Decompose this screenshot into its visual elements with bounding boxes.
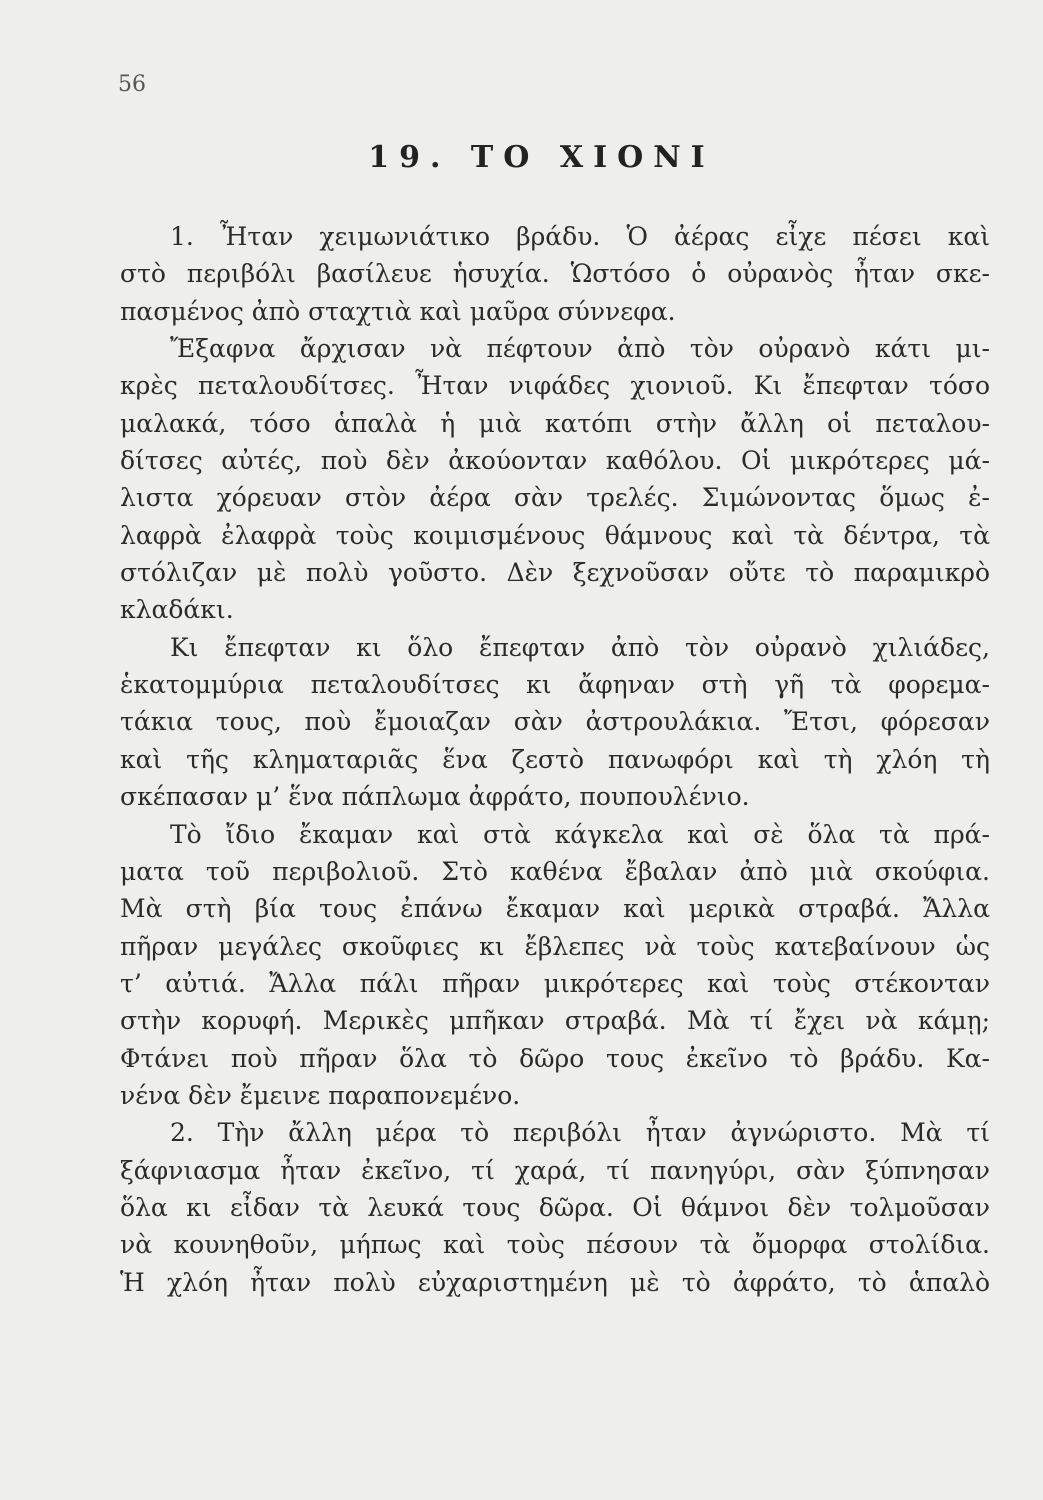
text-line: Ἡ χλόη ἦταν πολὺ εὐχαριστημένη μὲ τὸ ἀφράτο, τὸ ἁπαλὸ — [120, 1267, 990, 1297]
chapter-title: 19. ΤΟ ΧΙΟΝΙ — [368, 140, 715, 175]
body-text — [120, 218, 990, 1301]
text-line: ὅλα κι εἶδαν τὰ λευκά τους δῶρα. Οἱ θάμνοι δὲν τολμοῦσαν — [120, 1192, 990, 1222]
text-line: λαφρὰ ἐλαφρὰ τοὺς κοιμισμένους θάμνους καὶ τὰ δέντρα, τὰ — [120, 520, 990, 550]
text-line: Φτάνει ποὺ πῆραν ὅλα τὸ δῶρο τους ἐκεῖνο τὸ βράδυ. Κα- — [120, 1043, 990, 1073]
text-line: Τὸ ἴδιο ἔκαμαν καὶ στὰ κάγκελα καὶ σὲ ὅλα τὰ πρά- — [170, 819, 990, 849]
text-line: ἑκατομμύρια πεταλουδίτσες κι ἄφηναν στὴ γῆ τὰ φορεμα- — [120, 670, 990, 700]
text-line: νὰ κουνηθοῦν, μήπως καὶ τοὺς πέσουν τὰ ὄμορφα στολίδια. — [120, 1230, 990, 1260]
text-line: κρὲς πεταλουδίτσες. Ἦταν νιφάδες χιονιοῦ. Κι ἔπεφταν τόσο — [120, 371, 990, 401]
text-line: στόλιζαν μὲ πολὺ γοῦστο. Δὲν ξεχνοῦσαν οὔτε τὸ παραμικρὸ — [120, 558, 990, 588]
text-line: ξάφνιασμα ἦταν ἐκεῖνο, τί χαρά, τί πανηγύρι, σὰν ξύπνησαν — [120, 1155, 990, 1185]
text-line: δίτσες αὐτές, ποὺ δὲν ἀκούονταν καθόλου. Οἱ μικρότερες μά- — [120, 446, 990, 476]
text-line: πασμένος ἀπὸ σταχτιὰ καὶ μαῦρα σύννεφα. — [120, 296, 676, 326]
text-line: 1. Ἦταν χειμωνιάτικο βράδυ. Ὁ ἀέρας εἶχε πέσει καὶ — [170, 222, 990, 251]
text-line: λιστα χόρευαν στὸν ἀέρα σὰν τρελές. Σιμώνοντας ὅμως ἐ- — [120, 483, 990, 513]
text-line: Ἔξαφνα ἄρχισαν νὰ πέφτουν ἀπὸ τὸν οὐρανὸ κάτι μι- — [170, 334, 990, 364]
text-line: τ’ αὐτιά. Ἄλλα πάλι πῆραν μικρότερες καὶ τοὺς στέκονταν — [120, 968, 990, 998]
text-line: πῆραν μεγάλες σκοῦφιες κι ἔβλεπες νὰ τοὺς κατεβαίνουν ὡς — [120, 931, 990, 961]
text-line: Κι ἔπεφταν κι ὅλο ἔπεφταν ἀπὸ τὸν οὐρανὸ χιλιάδες, — [170, 632, 990, 662]
text-line: κλαδάκι. — [120, 595, 234, 625]
text-line: στὴν κορυφή. Μερικὲς μπῆκαν στραβά. Μὰ τί ἔχει νὰ κάμῃ; — [120, 1006, 990, 1036]
page-number: 56 — [118, 72, 146, 97]
text-line: μαλακά, τόσο ἁπαλὰ ἡ μιὰ κατόπι στὴν ἄλλη οἱ πεταλου- — [120, 408, 990, 438]
text-line: καὶ τῆς κληματαριᾶς ἕνα ζεστὸ πανωφόρι καὶ τὴ χλόη τὴ — [120, 744, 990, 774]
text-line: 2. Τὴν ἄλλη μέρα τὸ περιβόλι ἦταν ἀγνώριστο. Μὰ τί — [170, 1118, 990, 1148]
text-line: ματα τοῦ περιβολιοῦ. Στὸ καθένα ἔβαλαν ἀπὸ μιὰ σκούφια. — [120, 856, 990, 886]
text-line: νένα δὲν ἔμεινε παραπονεμένο. — [120, 1080, 521, 1110]
text-line: σκέπασαν μ’ ἕνα πάπλωμα ἀφράτο, πουπουλένιο. — [120, 782, 750, 812]
text-line: Μὰ στὴ βία τους ἐπάνω ἔκαμαν καὶ μερικὰ στραβά. Ἄλλα — [120, 894, 990, 924]
text-line: τάκια τους, ποὺ ἔμοιαζαν σὰν ἀστρουλάκια. Ἔτσι, φόρεσαν — [120, 707, 990, 737]
text-line: στὸ περιβόλι βασίλευε ἡσυχία. Ὡστόσο ὁ οὐρανὸς ἦταν σκε- — [120, 259, 990, 289]
